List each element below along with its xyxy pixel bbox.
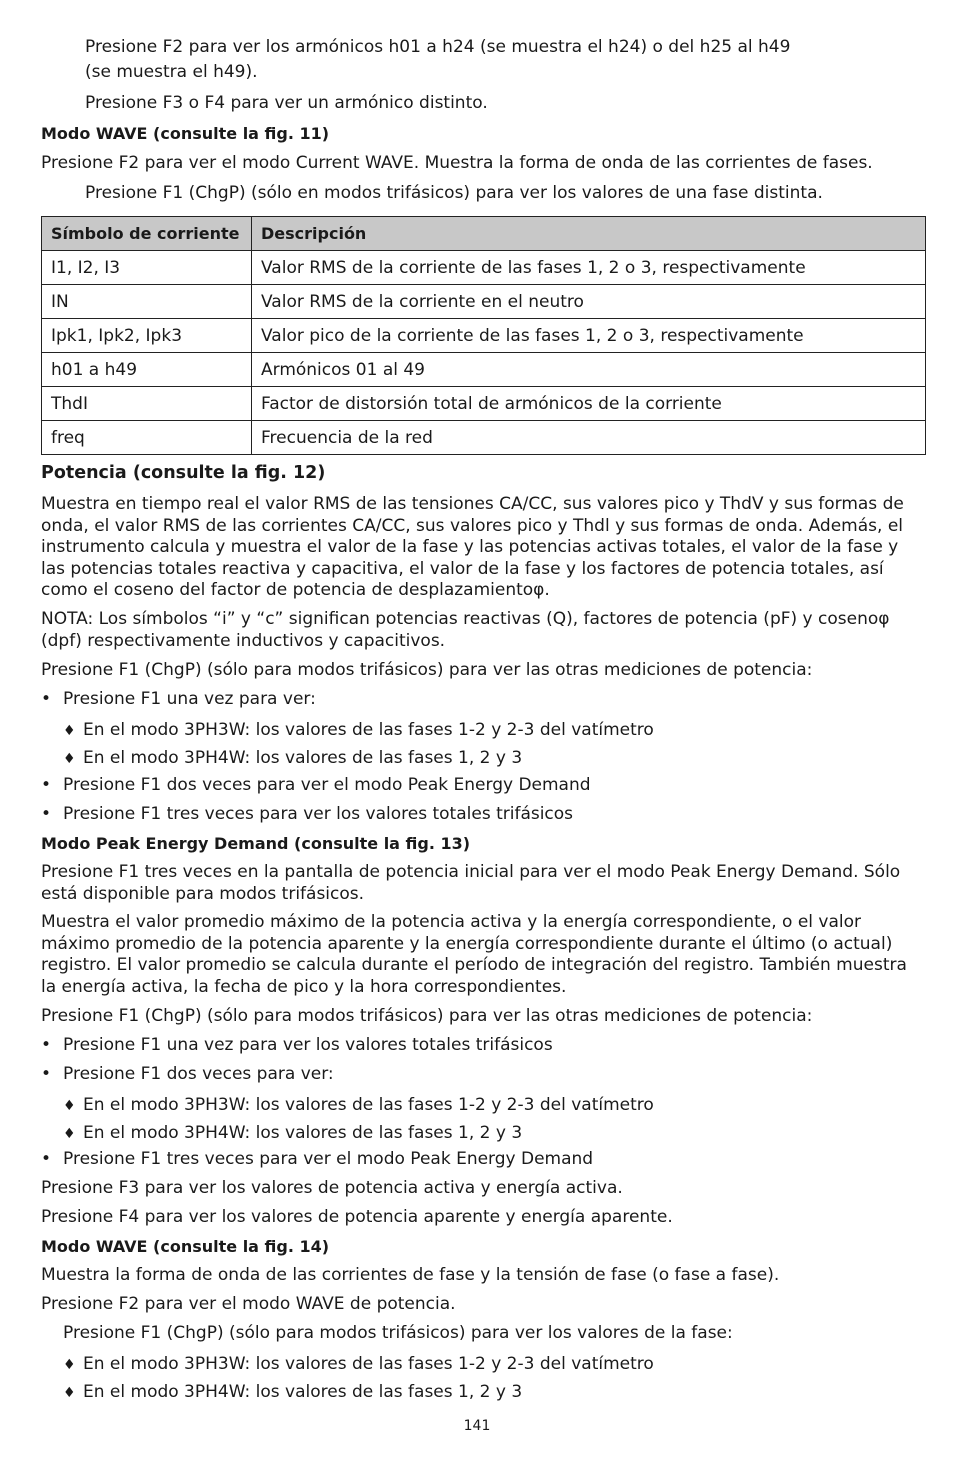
diamond-item <box>63 1354 654 1377</box>
paragraph: Presione F4 para ver los valores de potencia aparente y energía aparente. <box>41 1207 673 1227</box>
diamond-marker: ♦ <box>63 1357 76 1373</box>
diamond-item <box>63 1095 654 1118</box>
bullet-marker: • <box>41 804 52 824</box>
diamond-marker: ♦ <box>63 1126 76 1142</box>
diamond-text: En el modo 3PH3W: los valores de las fases 1-2 y 2-3 del vatímetro <box>83 720 654 740</box>
bullet-item <box>41 775 591 797</box>
paragraph: Muestra la forma de onda de las corrientes de fase y la tensión de fase (o fase a fase). <box>41 1265 780 1285</box>
table-cell: I1, I2, I3 <box>42 251 252 285</box>
paragraph: Presione F2 para ver el modo WAVE de potencia. <box>41 1294 456 1314</box>
diamond-item <box>63 1382 522 1405</box>
table-row <box>42 251 926 285</box>
column-header: Descripción <box>252 217 926 251</box>
bullet-text: Presione F1 dos veces para ver el modo Peak Energy Demand <box>63 775 591 795</box>
table-row <box>42 421 926 455</box>
paragraph: Muestra el valor promedio máximo de la potencia activa y la energía correspondiente, o el valor máximo promedio de la potencia aparente y la energía correspondiente durante el último (o actual) registro. El valor promedio se calcula durante el período de integración del registro. También muestra la energía activa, la fecha de pico y la hora correspondientes. <box>41 912 907 997</box>
diamond-text: En el modo 3PH3W: los valores de las fases 1-2 y 2-3 del vatímetro <box>83 1354 654 1374</box>
section-heading: Modo WAVE (consulte la fig. 14) <box>41 1237 330 1256</box>
bullet-marker: • <box>41 1149 52 1169</box>
table-cell: Valor pico de la corriente de las fases 1, 2 o 3, respectivamente <box>252 319 926 353</box>
intro-line: Presione F2 para ver los armónicos h01 a h24 (se muestra el h24) o del h25 al h49 <box>85 37 791 57</box>
bullet-marker: • <box>41 1064 52 1084</box>
table-cell: Frecuencia de la red <box>252 421 926 455</box>
paragraph: Presione F1 (ChgP) (sólo para modos trifásicos) para ver las otras mediciones de potencia: <box>41 1006 813 1026</box>
diamond-text: En el modo 3PH4W: los valores de las fases 1, 2 y 3 <box>83 1382 523 1402</box>
table-cell: Valor RMS de la corriente de las fases 1, 2 o 3, respectivamente <box>252 251 926 285</box>
table-row <box>42 319 926 353</box>
intro-line: Presione F3 o F4 para ver un armónico distinto. <box>85 93 488 113</box>
diamond-marker: ♦ <box>63 1098 76 1114</box>
diamond-item <box>63 1123 522 1146</box>
table-row <box>42 353 926 387</box>
bullet-item <box>41 1035 553 1057</box>
diamond-text: En el modo 3PH4W: los valores de las fases 1, 2 y 3 <box>83 748 523 768</box>
page-number: 141 <box>463 1418 491 1434</box>
paragraph: Presione F1 tres veces en la pantalla de potencia inicial para ver el modo Peak Energy Demand. Sólo está disponible para modos trifásicos. <box>41 862 901 904</box>
bullet-text: Presione F1 una vez para ver: <box>63 689 316 709</box>
table-row <box>42 285 926 319</box>
table-cell: ThdI <box>42 387 252 421</box>
diamond-marker: ♦ <box>63 1385 76 1401</box>
bullet-text: Presione F1 dos veces para ver: <box>63 1064 334 1084</box>
section-heading: Modo WAVE (consulte la fig. 11) <box>41 124 330 143</box>
paragraph: Presione F3 para ver los valores de potencia activa y energía activa. <box>41 1178 623 1198</box>
note-paragraph: NOTA: Los símbolos “i” y “c” significan potencias reactivas (Q), factores de potencia (pF) y cosenoφ (dpf) respectivamente inductivos y capacitivos. <box>41 609 890 651</box>
diamond-item <box>63 748 522 771</box>
bullet-marker: • <box>41 689 52 709</box>
diamond-item <box>63 720 654 743</box>
diamond-marker: ♦ <box>63 751 76 767</box>
intro-line: (se muestra el h49). <box>85 62 258 82</box>
table-cell: Ipk1, Ipk2, Ipk3 <box>42 319 252 353</box>
column-header: Símbolo de corriente <box>42 217 252 251</box>
bullet-marker: • <box>41 775 52 795</box>
paragraph: Presione F1 (ChgP) (sólo en modos trifásicos) para ver los valores de una fase distinta. <box>85 183 823 203</box>
bullet-item <box>41 1064 334 1086</box>
paragraph: Presione F2 para ver el modo Current WAVE. Muestra la forma de onda de las corrientes de fases. <box>41 153 873 173</box>
bullet-text: Presione F1 tres veces para ver los valores totales trifásicos <box>63 804 574 824</box>
diamond-marker: ♦ <box>63 723 76 739</box>
current-symbols-table <box>41 216 926 455</box>
paragraph: Muestra en tiempo real el valor RMS de las tensiones CA/CC, sus valores pico y ThdV y sus formas de onda, el valor RMS de las corrientes CA/CC, sus valores pico y Thdl y sus formas de onda. Además, el instrumento calcula y muestra el valor de la fase y las potencias activas totales, el valor de la fase y las potencias totales reactiva y capacitiva, el valor de la fase y los factores de potencia totales, así como el coseno del factor de potencia de desplazamientoφ. <box>41 494 904 601</box>
table-cell: h01 a h49 <box>42 353 252 387</box>
bullet-text: Presione F1 una vez para ver los valores totales trifásicos <box>63 1035 553 1055</box>
paragraph: Presione F1 (ChgP) (sólo para modos trifásicos) para ver las otras mediciones de potencia: <box>41 660 813 680</box>
bullet-item <box>41 1149 593 1171</box>
table-cell: IN <box>42 285 252 319</box>
section-heading: Potencia (consulte la fig. 12) <box>41 463 326 483</box>
diamond-text: En el modo 3PH4W: los valores de las fases 1, 2 y 3 <box>83 1123 523 1143</box>
bullet-item <box>41 804 573 826</box>
table-cell: freq <box>42 421 252 455</box>
table-cell: Valor RMS de la corriente en el neutro <box>252 285 926 319</box>
diamond-text: En el modo 3PH3W: los valores de las fases 1-2 y 2-3 del vatímetro <box>83 1095 654 1115</box>
bullet-text: Presione F1 tres veces para ver el modo Peak Energy Demand <box>63 1149 594 1169</box>
section-heading: Modo Peak Energy Demand (consulte la fig. 13) <box>41 834 471 853</box>
table-cell: Factor de distorsión total de armónicos de la corriente <box>252 387 926 421</box>
bullet-marker: • <box>41 1035 52 1055</box>
table-row <box>42 387 926 421</box>
bullet-item <box>41 689 316 711</box>
paragraph: Presione F1 (ChgP) (sólo para modos trifásicos) para ver los valores de la fase: <box>63 1323 733 1343</box>
table-cell: Armónicos 01 al 49 <box>252 353 926 387</box>
table-header-row <box>42 217 926 251</box>
